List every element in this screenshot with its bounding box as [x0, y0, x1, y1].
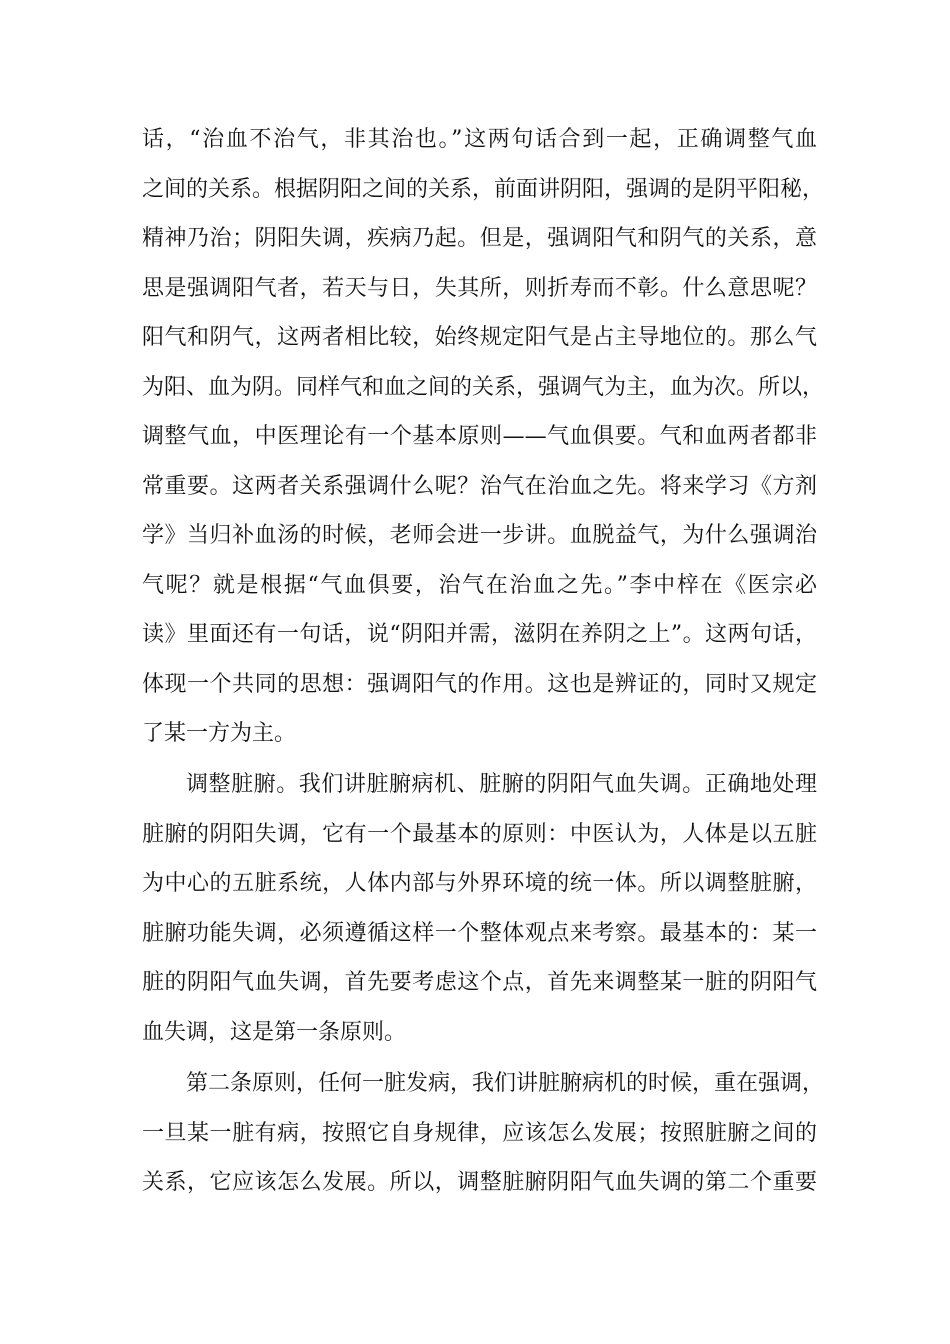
- text-line: 调整脏腑。我们讲脏腑病机、脏腑的阴阳气血失调。正确地处理: [186, 772, 817, 797]
- text-line: 关系，它应该怎么发展。所以，调整脏腑阴阳气血失调的第二个重要: [142, 1170, 817, 1195]
- text-line: 第二条原则，任何一脏发病，我们讲脏腑病机的时候，重在强调，: [186, 1071, 825, 1096]
- text-line: 思是强调阳气者，若天与日，失其所，则折寿而不彰。什么意思呢？: [142, 275, 817, 301]
- text-line: 脏的阴阳气血失调，首先要考虑这个点，首先来调整某一脏的阴阳气: [142, 970, 817, 995]
- text-line: 体现一个共同的思想：强调阳气的作用。这也是辨证的，同时又规定: [142, 671, 817, 697]
- text-line: 学》当归补血汤的时候，老师会进一步讲。血脱益气，为什么强调治: [142, 523, 817, 548]
- text-line: 一旦某一脏有病，按照它自身规律，应该怎么发展；按照脏腑之间的: [142, 1120, 817, 1146]
- paragraph-1: [142, 115, 825, 759]
- text-line: 读》里面还有一句话，说“阴阳并需，滋阴在养阴之上”。这两句话，: [142, 622, 817, 647]
- text-line: 为阳、血为阴。同样气和血之间的关系，强调气为主，血为次。所以，: [142, 374, 825, 400]
- text-line: 脏腑的阴阳失调，它有一个最基本的原则：中医认为，人体是以五脏: [142, 821, 817, 847]
- text-line: 常重要。这两者关系强调什么呢？治气在治血之先。将来学习《方剂: [142, 473, 817, 499]
- text-line: 气呢？就是根据“气血俱要，治气在治血之先。”李中梓在《医宗必: [142, 572, 817, 598]
- paragraph-2: [142, 760, 817, 1057]
- text-line: 话，“治血不治气，非其治也。”这两句话合到一起，正确调整气血: [142, 127, 817, 152]
- text-line: 脏腑功能失调，必须遵循这样一个整体观点来考察。最基本的：某一: [142, 920, 817, 946]
- text-line: 了某一方为主。: [142, 721, 297, 746]
- text-line: 为中心的五脏系统，人体内部与外界环境的统一体。所以调整脏腑，: [142, 871, 817, 896]
- text-line: 阳气和阴气，这两者相比较，始终规定阳气是占主导地位的。那么气: [142, 325, 817, 350]
- text-line: 之间的关系。根据阴阳之间的关系，前面讲阴阳，强调的是阴平阳秘，: [142, 176, 825, 202]
- text-line: 血失调，这是第一条原则。: [142, 1019, 407, 1045]
- text-line: 调整气血，中医理论有一个基本原则——气血俱要。气和血两者都非: [142, 424, 817, 449]
- paragraph-3: [142, 1059, 825, 1208]
- text-line: 精神乃治；阴阳失调，疾病乃起。但是，强调阳气和阴气的关系，意: [142, 226, 817, 251]
